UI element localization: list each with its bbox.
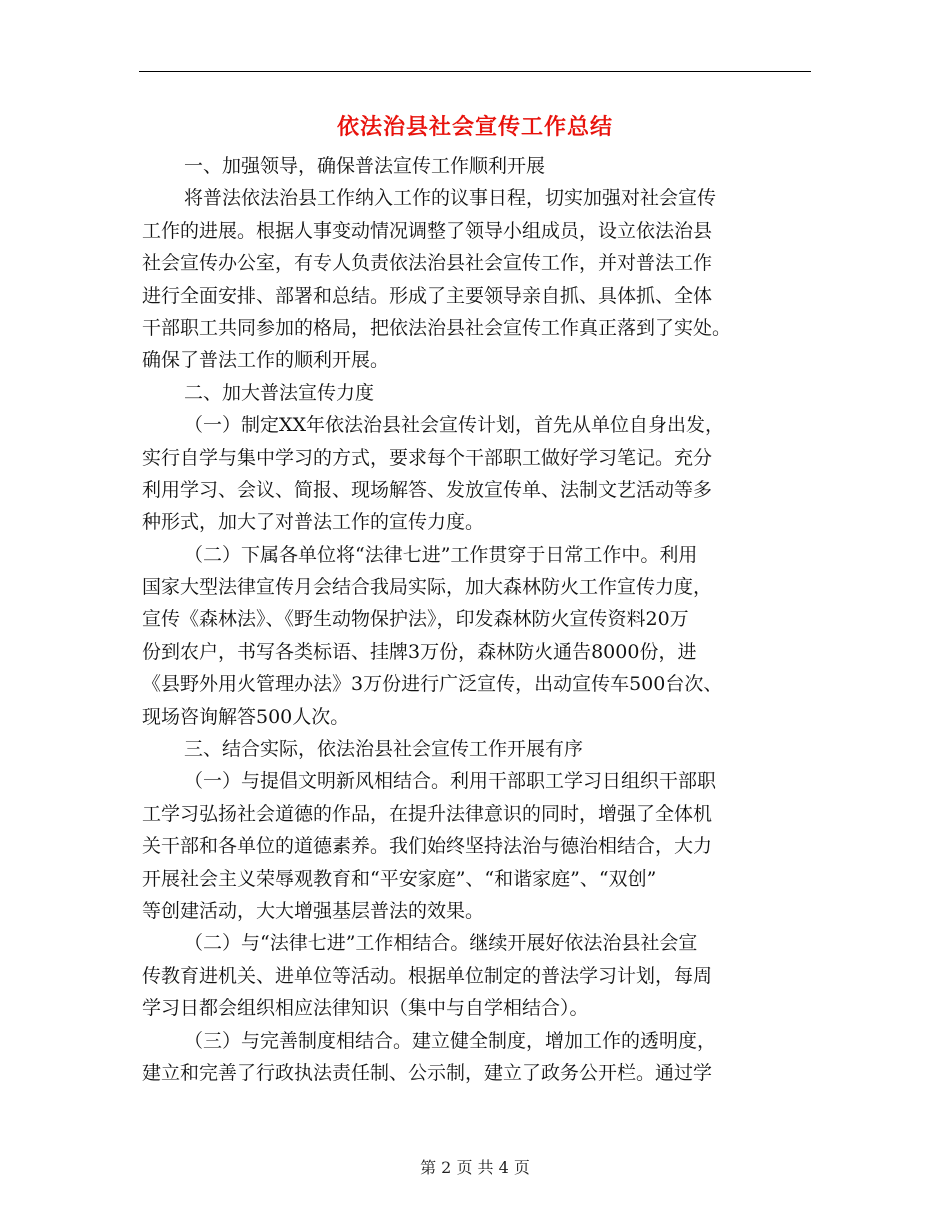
body-line: 等创建活动，大大增强基层普法的效果。 [142,899,485,922]
body-line: 确保了普法工作的顺利开展。 [142,349,390,372]
header-rule [139,71,811,72]
body-line: （三）与完善制度相结合。建立健全制度，增加工作的透明度， [184,1029,717,1052]
body-line: 三、结合实际，依法治县社会宣传工作开展有序 [184,738,584,761]
body-line: 利用学习、会议、简报、现场解答、发放宣传单、法制文艺活动等多 [142,478,713,501]
body-line: 将普法依法治县工作纳入工作的议事日程，切实加强对社会宣传 [184,187,717,210]
body-line: 实行自学与集中学习的方式，要求每个干部职工做好学习笔记。充分 [142,446,713,469]
body-line: 工学习弘扬社会道德的作品，在提升法律意识的同时，增强了全体机 [142,802,713,825]
body-line: 种形式，加大了对普法工作的宣传力度。 [142,511,485,534]
body-line: 学习日都会组织相应法律知识（集中与自学相结合）。 [142,997,589,1020]
page-footer: 第 2 页 共 4 页 [420,1158,530,1177]
body-line: 开展社会主义荣辱观教育和“平安家庭”、“和谐家庭”、“双创” [142,867,657,890]
body-line: （二）与“法律七进”工作相结合。继续开展好依法治县社会宣 [184,932,698,955]
body-line: 干部职工共同参加的格局，把依法治县社会宣传工作真正落到了实处。 [142,316,732,339]
body-line: 社会宣传办公室，有专人负责依法治县社会宣传工作，并对普法工作 [142,252,713,275]
body-line: 建立和完善了行政执法责任制、公示制，建立了政务公开栏。通过学 [142,1061,713,1084]
body-line: （一）与提倡文明新风相结合。利用干部职工学习日组织干部职 [184,770,717,793]
body-line: 宣传《森林法》、《野生动物保护法》，印发森林防火宣传资料20万 [142,608,689,631]
document-title: 依法治县社会宣传工作总结 [336,114,613,140]
document-body [142,150,812,1089]
body-line: 工作的进展。根据人事变动情况调整了领导小组成员，设立依法治县 [142,219,713,242]
body-line: 二、加大普法宣传力度 [184,381,375,404]
body-line: 现场咨询解答500人次。 [142,705,350,728]
body-line: 份到农户，书写各类标语、挂牌3万份，森林防火通告8000份，进 [142,640,697,663]
body-line: 传教育进机关、进单位等活动。根据单位制定的普法学习计划，每周 [142,964,713,987]
body-line: （二）下属各单位将“法律七进”工作贯穿于日常工作中。利用 [184,543,698,566]
body-line: 国家大型法律宣传月会结合我局实际，加大森林防火工作宣传力度， [142,576,713,599]
body-line: （一）制定XX年依法治县社会宣传计划，首先从单位自身出发， [184,414,725,437]
body-line: 《县野外用火管理办法》3万份进行广泛宣传，出动宣传车500台次、 [142,673,723,696]
body-line: 进行全面安排、部署和总结。形成了主要领导亲自抓、具体抓、全体 [142,284,713,307]
body-line: 关干部和各单位的道德素养。我们始终坚持法治与德治相结合，大力 [142,835,713,858]
body-line: 一、加强领导，确保普法宣传工作顺利开展 [184,155,546,177]
